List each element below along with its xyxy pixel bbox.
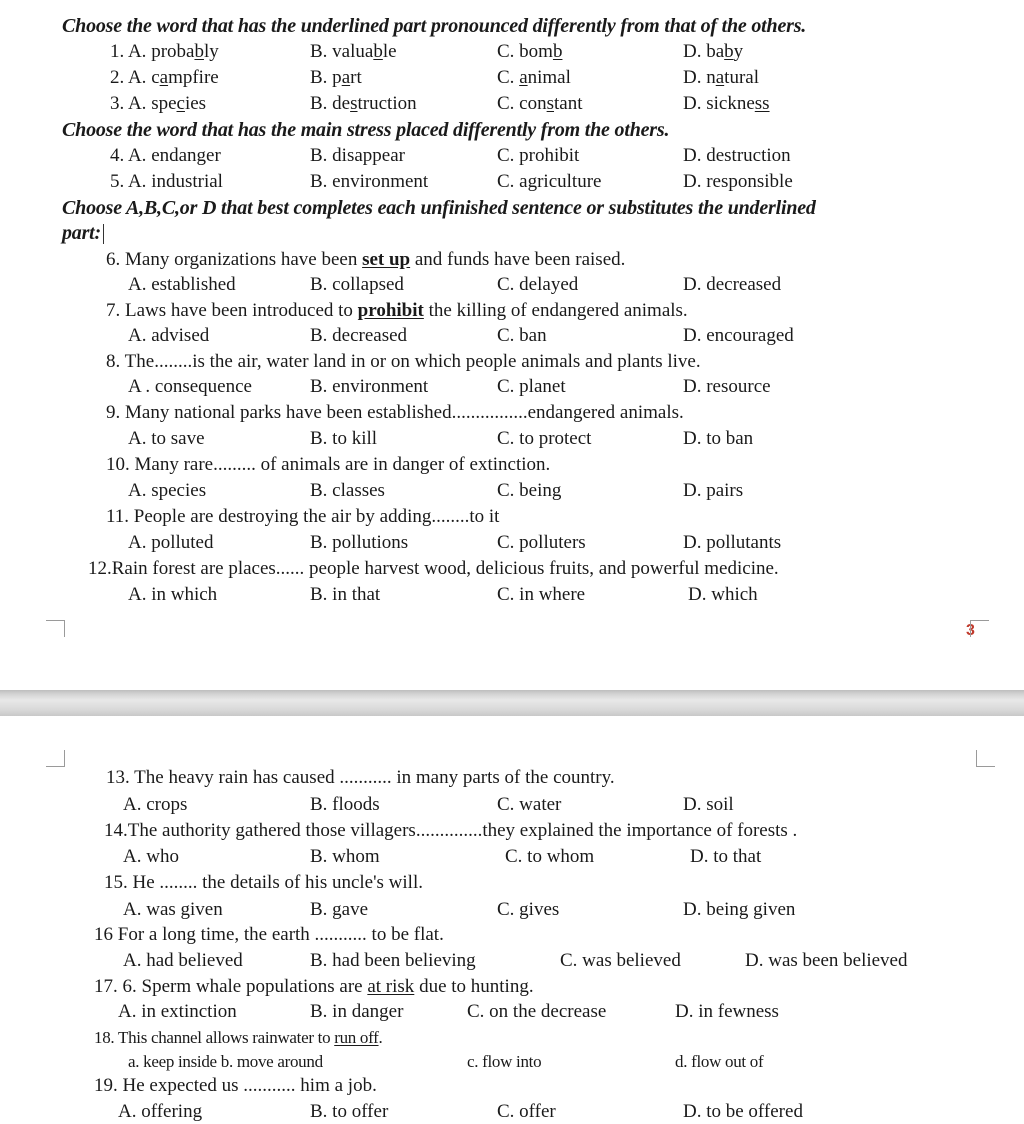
q4-option-a: 4. A. endanger [110,145,221,166]
q5-option-b: B. environment [310,171,429,192]
q13-option-c: C. water [497,794,562,815]
q2-option-b: B. part [310,67,362,88]
q17-option-d: D. in fewness [675,1001,779,1022]
q15-option-c: C. gives [497,899,560,920]
margin-corner-mark [46,750,65,767]
q3-num: 3. A. species [110,93,207,114]
pronunciation-header: Choose the word that has the underlined part pronounced differently from that of the others. [62,15,807,37]
q18-option-c: c. flow into [467,1052,542,1071]
q17-option-c: C. on the decrease [467,1001,607,1022]
q12-option-b: B. in that [310,584,381,605]
q8-option-a: A . consequence [128,376,252,397]
q4-option-d: D. destruction [683,145,791,166]
q11-option-c: C. polluters [497,532,586,553]
q17-option-a: A. in extinction [118,1001,237,1022]
q4-option-b: B. disappear [310,145,405,166]
q7-option-a: A. advised [128,325,210,346]
q3-option-d: D. sickness [683,93,770,114]
q7-option-c: C. ban [497,325,547,346]
q2-option-d: D. natural [683,67,759,88]
q14-option-b: B. whom [310,846,380,867]
margin-corner-mark [46,620,65,637]
margin-corner-mark-right [970,620,989,637]
q15-option-d: D. being given [683,899,796,920]
q14-stem: 14.The authority gathered those villagers..............they explained the importance of forests . [104,820,798,841]
document-page-2 [0,716,1024,1122]
q2-num: 2. A. campfire [110,67,219,88]
completion-header: Choose A,B,C,or D that best completes each unfinished sentence or substitutes the underlined [62,197,816,219]
q9-stem: 9. Many national parks have been established................endangered animals. [106,402,684,423]
q19-option-b: B. to offer [310,1101,389,1122]
q11-stem: 11. People are destroying the air by adding........to it [106,506,500,527]
q9-option-d: D. to ban [683,428,754,449]
q7-stem: 7. Laws have been introduced to prohibit the killing of endangered animals. [106,300,688,321]
q11-option-b: B. pollutions [310,532,409,553]
q1-option-b: B. valuable [310,41,397,62]
q19-option-c: C. offer [497,1101,556,1122]
q12-option-c: C. in where [497,584,586,605]
q8-option-c: C. planet [497,376,566,397]
q13-option-a: A. crops [123,794,188,815]
q7-option-b: B. decreased [310,325,408,346]
q6-option-d: D. decreased [683,274,782,295]
q18-option-d: d. flow out of [675,1052,764,1071]
q16-option-a: A. had believed [123,950,243,971]
q6-option-c: C. delayed [497,274,579,295]
q6-option-b: B. collapsed [310,274,404,295]
q10-option-d: D. pairs [683,480,744,501]
q10-option-b: B. classes [310,480,385,501]
q13-option-b: B. floods [310,794,380,815]
q5-option-d: D. responsible [683,171,793,192]
completion-header-cont: part: [62,221,104,245]
q9-option-c: C. to protect [497,428,592,449]
page-number: 3 [966,622,975,639]
page-separator [0,690,1024,716]
q10-option-a: A. species [128,480,207,501]
text-cursor [103,224,104,244]
q7-option-d: D. encouraged [683,325,794,346]
margin-corner-mark-right [976,750,995,767]
q17-option-b: B. in danger [310,1001,404,1022]
q9-option-a: A. to save [128,428,205,449]
q16-option-d: D. was been believed [745,950,908,971]
q14-option-a: A. who [123,846,179,867]
q6-stem: 6. Many organizations have been set up and funds have been raised. [106,249,626,270]
q13-stem: 13. The heavy rain has caused ........... in many parts of the country. [106,767,615,788]
q8-stem: 8. The........is the air, water land in or on which people animals and plants live. [106,351,701,372]
q19-stem: 19. He expected us ........... him a job. [94,1075,377,1096]
q5-option-a: 5. A. industrial [110,171,223,192]
q9-option-b: B. to kill [310,428,378,449]
q6-option-a: A. established [128,274,236,295]
q16-stem: 16 For a long time, the earth ........... to be flat. [94,924,444,945]
q2-option-c: C. animal [497,67,571,88]
q3-option-c: C. constant [497,93,583,114]
q4-option-c: C. prohibit [497,145,580,166]
q14-option-c: C. to whom [505,846,595,867]
q1-num: 1. A. probably [110,41,219,62]
q12-option-a: A. in which [128,584,218,605]
q10-stem: 10. Many rare......... of animals are in danger of extinction. [106,454,551,475]
q11-option-d: D. pollutants [683,532,782,553]
q16-option-b: B. had been believing [310,950,476,971]
q1-option-d: D. baby [683,41,744,62]
q16-option-c: C. was believed [560,950,681,971]
q18-stem: 18. This channel allows rainwater to run off. [94,1028,383,1047]
q15-option-b: B. gave [310,899,369,920]
stress-header: Choose the word that has the main stress placed differently from the others. [62,119,670,141]
q12-stem: 12.Rain forest are places...... people harvest wood, delicious fruits, and powerful medicine. [88,558,779,579]
q15-option-a: A. was given [123,899,223,920]
q19-option-a: A. offering [118,1101,203,1122]
q5-option-c: C. agriculture [497,171,602,192]
q17-stem: 17. 6. Sperm whale populations are at risk due to hunting. [94,976,534,997]
q8-option-b: B. environment [310,376,429,397]
q12-option-d: D. which [688,584,758,605]
q13-option-d: D. soil [683,794,734,815]
q8-option-d: D. resource [683,376,771,397]
q3-option-b: B. destruction [310,93,417,114]
q1-option-c: C. bomb [497,41,563,62]
q10-option-c: C. being [497,480,562,501]
q11-option-a: A. polluted [128,532,214,553]
q15-stem: 15. He ........ the details of his uncle's will. [104,872,423,893]
q18-options-ab: a. keep inside b. move around [128,1052,323,1071]
q14-option-d: D. to that [690,846,762,867]
q19-option-d: D. to be offered [683,1101,803,1122]
